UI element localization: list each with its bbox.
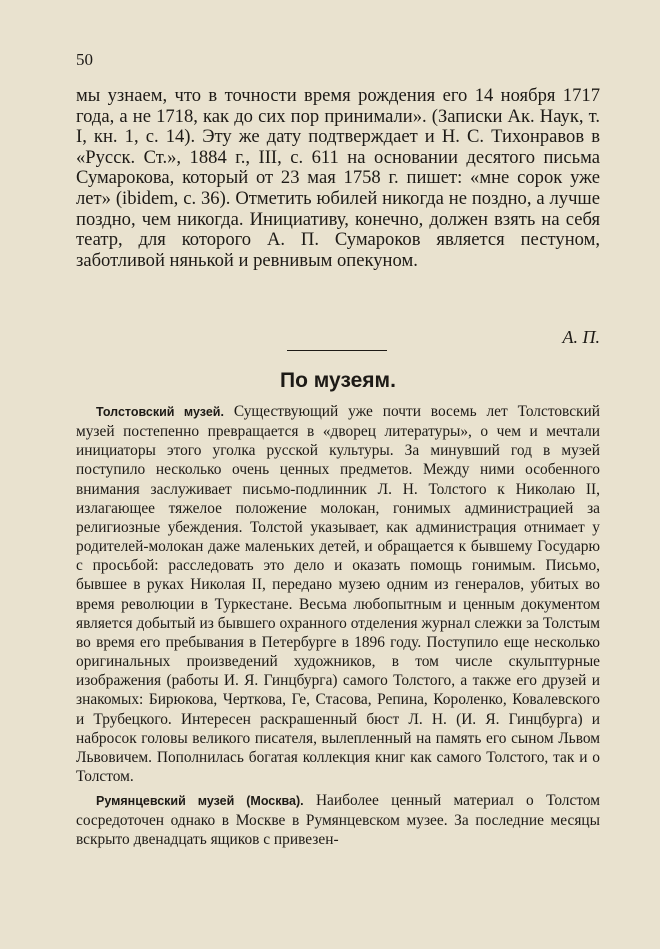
section-heading: По музеям. bbox=[280, 369, 396, 392]
page-number: 50 bbox=[76, 50, 93, 69]
section-body bbox=[76, 402, 600, 850]
paragraph-text: Существующий уже почти восемь лет Толстовский музей постепенно превращается в «дворец литературы», о чем и мечтали инициаторы этого уголка русской культуры. За минувший год в музей поступило несколько очень ценных предметов. Между ними особенного внимания заслуживает письмо-подлинник Л. Н. Толстого к Николаю II, излагающее тяжелое положение молокан, гонимых администрацией за религиозные убеждения. Толстой указывает, как администрация отнимает у родителей-молокан даже маленьких детей, и обращается к бывшему Государю с просьбой: расследовать это дело и оказать помощь гонимым. Письмо, бывшее в руках Николая II, передано музею одним из генералов, убитых во время революции в Туркестане. Весьма любопытным и ценным документом является добытый из бывшего охранного отделения журнал слежки за Толстым во время его пребывания в Петербурге в 1896 году. Поступило еще несколько оригинальных произведений художников, в том числе скульптурные изображения (работы И. Я. Гинцбурга) самого Толстого, а также его друзей и знакомых: Бирюкова, Черткова, Ге, Стасова, Репина, Короленко, Ковалевского и Трубецкого. Интересен раскрашенный бюст Л. Н. (И. Я. Гинцбурга) и набросок головы великого писателя, вылепленный на память его сыном Львом Львовичем. Пополнилась богатая коллекция книг как самого Толстого, так и о Толстом. bbox=[76, 403, 600, 785]
paragraph-text: Наиболее ценный материал о Толстом сосредоточен однако в Москве в Румянцевском музее. За последние месяцы вскрыто двенадцать ящиков с привезен- bbox=[76, 792, 600, 849]
paragraph-rumyantsev-museum bbox=[76, 791, 600, 849]
paragraph-lead: Румянцевский музей (Москва). bbox=[96, 794, 304, 809]
author-signature: А. П. bbox=[562, 327, 600, 347]
section-divider bbox=[287, 350, 387, 351]
intro-text: мы узнаем, что в точности время рождения его 14 ноября 1717 года, а не 1718, как до сих пор принимали». (Записки Ак. Наук, т. I, кн. 1, с. 14). Эту же дату подтверждает и Н. С. Тихонравов в «Русск. Ст.», 1884 г., III, с. 611 на основании десятого письма Сумарокова, который от 23 мая 1758 г. пишет: «мне сорок уже лет» (ibidem, с. 36). Отметить юбилей никогда не поздно, а лучше поздно, чем никогда. Инициативу, конечно, должен взять на себя театр, для которого А. П. Сумароков является пестуном, заботливой нянькой и ревнивым опекуном. bbox=[76, 85, 600, 271]
intro-paragraph bbox=[76, 86, 600, 271]
paragraph-lead: Толстовский музей. bbox=[96, 405, 224, 419]
paragraph-tolstoy-museum bbox=[76, 402, 600, 786]
